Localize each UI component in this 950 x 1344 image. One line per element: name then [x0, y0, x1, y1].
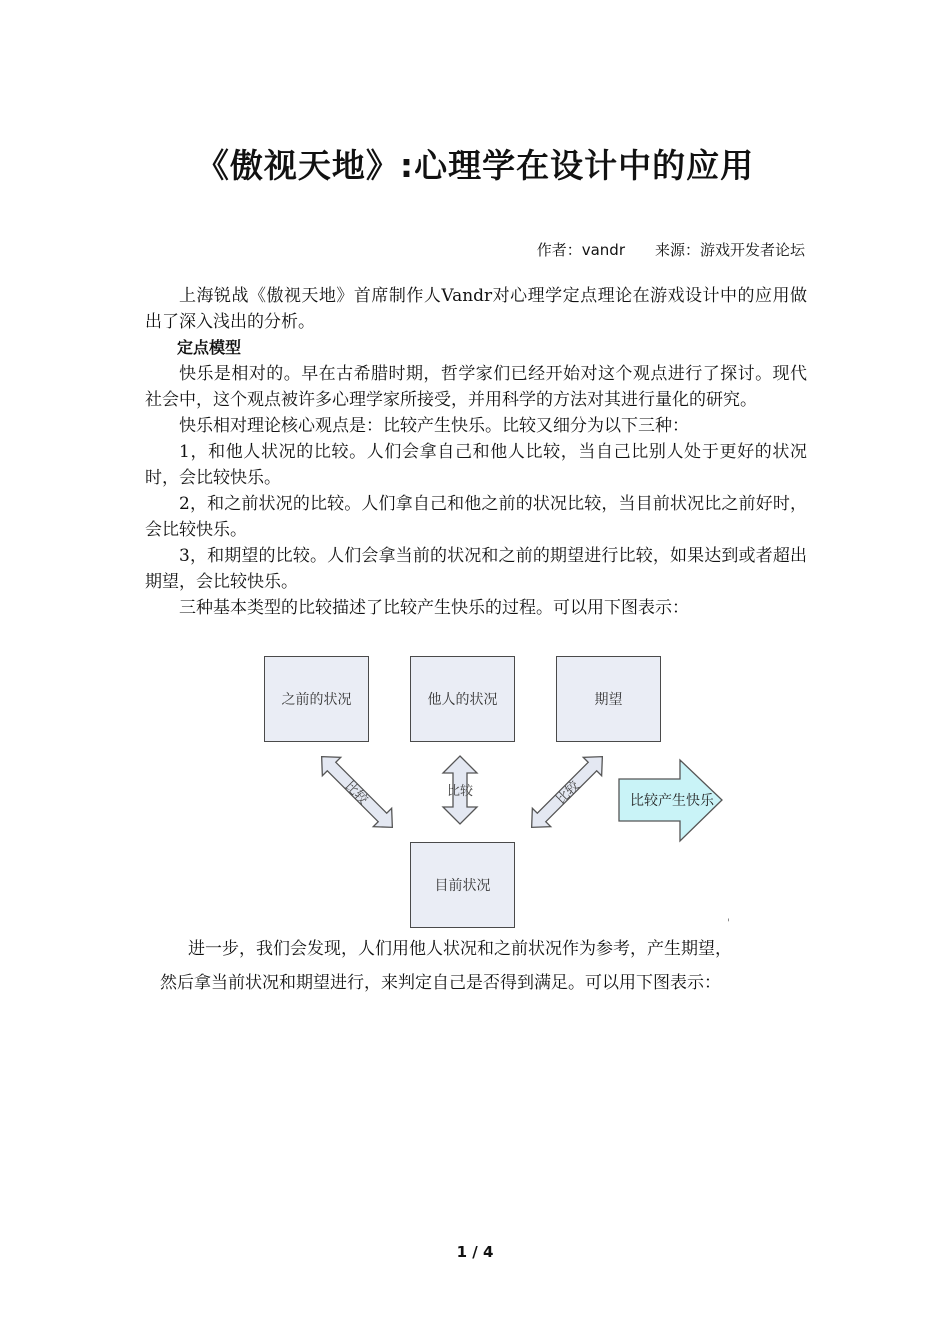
arrow-right: [522, 747, 611, 836]
paragraph: 3，和期望的比较。人们会拿当前的状况和之前的期望进行比较，如果达到或者超出期望，会比较快乐。: [145, 546, 807, 592]
arrow-right-label: 比较: [553, 778, 583, 808]
article-body: [145, 283, 807, 621]
intro-paragraph: 上海锐战《傲视天地》首席制作人Vandr对心理学定点理论在游戏设计中的应用做出了深入浅出的分析。: [145, 286, 807, 332]
box-previous-state: 之前的状况: [264, 656, 369, 742]
big-arrow-label: 比较产生快乐: [630, 793, 714, 809]
author-text: 作者：vandr: [536, 241, 625, 259]
paragraph-line: 进一步，我们会发现，人们用他人状况和之前状况作为参考，产生期望，: [188, 939, 732, 959]
page-title: 《傲视天地》:心理学在设计中的应用: [195, 146, 755, 185]
paragraph-line: 然后拿当前状况和期望进行，来判定自己是否得到满足。可以用下图表示：: [160, 973, 721, 993]
paragraph: 三种基本类型的比较描述了比较产生快乐的过程。可以用下图表示：: [179, 598, 689, 618]
arrow-left-label: 比较: [341, 778, 371, 808]
stray-mark: ': [727, 918, 730, 929]
arrow-mid-label: 比较: [446, 784, 474, 799]
paragraph: 1，和他人状况的比较。人们会拿自己和他人比较，当自己比别人处于更好的状况时，会比较快乐。: [145, 442, 807, 488]
page-number: 1 / 4: [456, 1243, 494, 1261]
paragraph-continued: [160, 932, 810, 1000]
box-expectation: 期望: [556, 656, 661, 742]
big-arrow: [619, 760, 722, 841]
box-others-state: 他人的状况: [410, 656, 515, 742]
paragraph: 快乐是相对的。早在古希腊时期，哲学家们已经开始对这个观点进行了探讨。现代社会中，这个观点被许多心理学家所接受，并用科学的方法对其进行量化的研究。: [145, 364, 807, 410]
arrow-left: [312, 747, 401, 836]
paragraph: 快乐相对理论核心观点是：比较产生快乐。比较又细分为以下三种：: [179, 416, 689, 436]
arrow-mid: [443, 756, 477, 824]
section-heading: 定点模型: [177, 338, 242, 357]
paragraph: 2，和之前状况的比较。人们拿自己和他之前的状况比较，当目前状况比之前好时，会比较快乐。: [145, 494, 807, 540]
comparison-diagram: [260, 652, 730, 932]
box-current-state: 目前状况: [410, 842, 515, 928]
source-text: 来源：游戏开发者论坛: [654, 241, 805, 259]
byline: [537, 239, 805, 260]
